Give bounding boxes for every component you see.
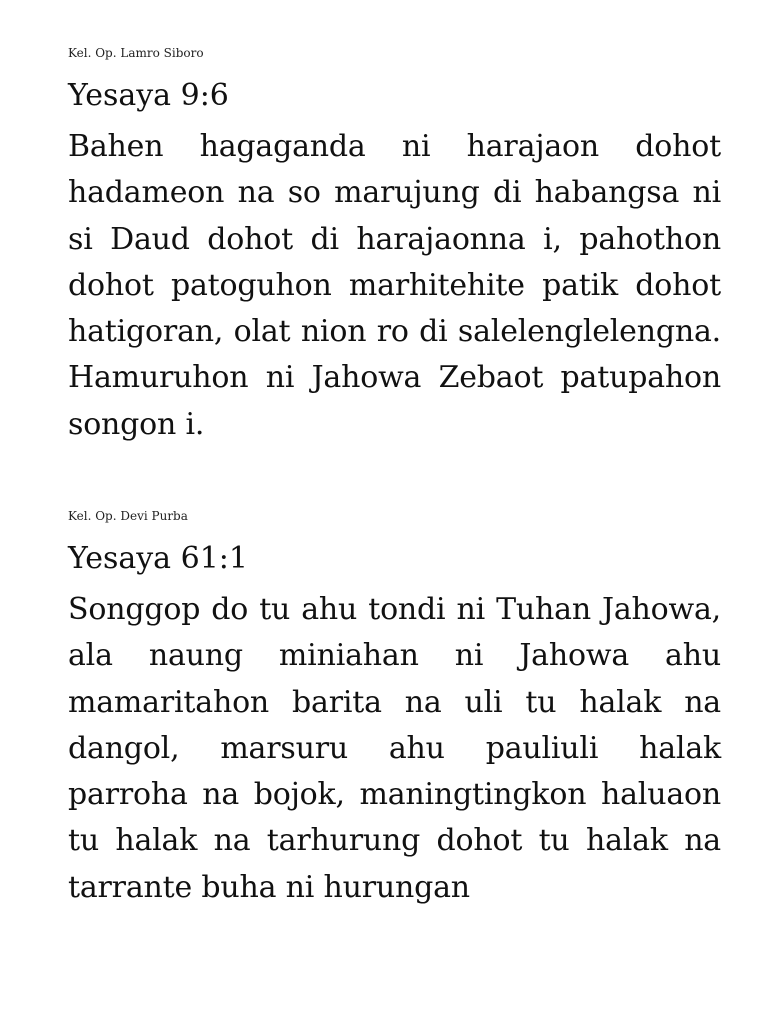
group-label: Kel. Op. Devi Purba bbox=[68, 509, 188, 523]
scripture-section bbox=[68, 507, 721, 911]
scripture-section bbox=[68, 44, 721, 448]
verse-text: Songgop do tu ahu tondi ni Tuhan Jahowa, ala naung miniahan ni Jahowa ahu mamaritahon barita na uli tu halak na dangol, marsuru ahu pauliuli halak parroha na bojok, maningtingkon haluaon tu halak na tarhurung dohot tu halak na tarrante buha ni hurungan bbox=[68, 592, 721, 905]
scripture-reference: Yesaya 61:1 bbox=[68, 541, 248, 576]
verse-text: Bahen hagaganda ni harajaon dohot hadameon na so marujung di habangsa ni si Daud dohot di harajaonna i, pahothon dohot patoguhon marhitehite patik dohot hatigoran, olat nion ro di salelenglelengna. Hamuruhon ni Jahowa Zebaot patupahon songon i. bbox=[68, 129, 721, 442]
group-label: Kel. Op. Lamro Siboro bbox=[68, 46, 204, 60]
scripture-reference: Yesaya 9:6 bbox=[68, 78, 229, 113]
